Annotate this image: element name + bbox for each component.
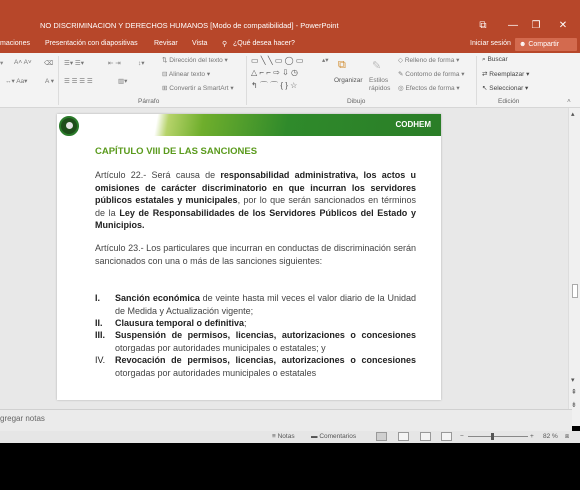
arrange-button[interactable]: Organizar bbox=[334, 77, 363, 84]
tab-slideshow[interactable]: Presentación con diapositivas bbox=[45, 40, 138, 47]
bullets-button[interactable]: ☰▾ ☰▾ bbox=[64, 60, 84, 67]
sanction-item: I. Sanción económica de veinte hasta mil veces el valor diario de la Unidad de Medida y Actualización vigente; bbox=[95, 293, 416, 316]
cursor-icon: ↖ bbox=[482, 85, 490, 92]
close-button[interactable]: ✕ bbox=[558, 20, 568, 31]
shapes-more-button[interactable]: ▴▾ bbox=[322, 57, 329, 64]
screen-border bbox=[0, 443, 580, 490]
article-23: Artículo 23.- Los particulares que incurran en conductas de discriminación serán sancionados con una o más de las sanciones siguientes: bbox=[95, 243, 416, 266]
clear-format-button[interactable]: ⌫ bbox=[44, 60, 54, 67]
font-size-box[interactable]: ▾ bbox=[0, 60, 4, 67]
paint-bucket-icon: ◇ bbox=[398, 57, 405, 64]
comment-icon: ▬ bbox=[311, 433, 320, 440]
notes-pane[interactable] bbox=[0, 409, 572, 431]
share-label: Compartir bbox=[528, 41, 560, 48]
shapes-gallery-row2[interactable]: △ ⌐ ⌐ ⇨ ⇩ ◷ bbox=[251, 68, 298, 77]
scroll-thumb[interactable] bbox=[572, 284, 578, 298]
quick-styles-icon: ✎ bbox=[372, 60, 382, 72]
lightbulb-icon: ⚲ bbox=[222, 41, 228, 48]
convert-smartart-button[interactable]: ⊞ Convertir a SmartArt ▾ bbox=[162, 85, 234, 92]
share-button[interactable] bbox=[515, 38, 577, 51]
sign-in-link[interactable]: Iniciar sesión bbox=[470, 40, 511, 47]
scroll-up-icon[interactable]: ▴ bbox=[571, 111, 575, 118]
find-button[interactable]: ⌕ Buscar bbox=[482, 56, 508, 63]
slide-brand: CODHEM bbox=[395, 120, 431, 129]
ribbon-display-icon[interactable]: ⧉ bbox=[479, 20, 487, 31]
zoom-slider[interactable] bbox=[468, 436, 528, 437]
notes-button[interactable]: ≡ Notas bbox=[272, 433, 295, 440]
normal-view-button[interactable] bbox=[376, 432, 387, 441]
shapes-gallery-row3[interactable]: ↰ ⌒ ⌒ { } ☆ bbox=[251, 81, 298, 90]
notes-placeholder: gregar notas bbox=[0, 414, 45, 423]
notes-icon: ≡ bbox=[272, 433, 278, 440]
next-slide-icon[interactable]: ⇟ bbox=[571, 402, 577, 409]
fit-slide-icon[interactable]: ⧈ bbox=[565, 433, 570, 440]
reading-view-button[interactable] bbox=[420, 432, 431, 441]
title-bar bbox=[0, 0, 580, 37]
smartart-icon: ⊞ bbox=[162, 85, 170, 92]
text-direction-button[interactable]: ⇅ Dirección del texto ▾ bbox=[162, 57, 228, 64]
ribbon-tabs bbox=[0, 37, 580, 53]
zoom-out-icon[interactable]: − bbox=[460, 433, 464, 440]
ribbon bbox=[0, 53, 580, 108]
paragraph-group-label: Párrafo bbox=[138, 98, 160, 105]
shape-effects-button[interactable]: ◎ Efectos de forma ▾ bbox=[398, 85, 460, 92]
char-spacing-button[interactable]: ↔▾ Aa▾ bbox=[5, 78, 28, 85]
replace-button[interactable]: ⇄ Reemplazar ▾ bbox=[482, 71, 530, 78]
grow-font-button[interactable]: A˄ A˅ bbox=[14, 59, 32, 66]
tab-review[interactable]: Revisar bbox=[154, 40, 178, 47]
sanction-item: II. Clausura temporal o definitiva; bbox=[95, 318, 247, 328]
editing-group-label: Edición bbox=[498, 98, 520, 105]
restore-button[interactable]: ❐ bbox=[531, 20, 541, 31]
font-color-button[interactable]: A ▾ bbox=[45, 78, 55, 85]
align-text-icon: ⊟ bbox=[162, 71, 169, 78]
slide[interactable] bbox=[57, 114, 441, 400]
shapes-gallery[interactable]: ▭ ╲ ╲ ▭ ◯ ▭ bbox=[251, 56, 304, 65]
separator bbox=[246, 56, 247, 105]
status-bar bbox=[0, 431, 580, 443]
shape-fill-button[interactable]: ◇ Relleno de forma ▾ bbox=[398, 57, 460, 64]
codhem-logo bbox=[59, 116, 79, 136]
zoom-slider-handle[interactable] bbox=[491, 433, 494, 440]
tab-view[interactable]: Vista bbox=[192, 40, 208, 47]
replace-icon: ⇄ bbox=[482, 71, 490, 78]
slideshow-button[interactable] bbox=[441, 432, 452, 441]
align-text-button[interactable]: ⊟ Alinear texto ▾ bbox=[162, 71, 211, 78]
text-direction-icon: ⇅ bbox=[162, 57, 170, 64]
zoom-level[interactable]: 82 % bbox=[543, 433, 558, 440]
select-button[interactable]: ↖ Seleccionar ▾ bbox=[482, 85, 529, 92]
drawing-group-label: Dibujo bbox=[347, 98, 366, 105]
vertical-scrollbar[interactable] bbox=[568, 108, 580, 426]
columns-button[interactable]: ▥▾ bbox=[118, 78, 128, 85]
separator bbox=[476, 56, 477, 105]
pen-icon: ✎ bbox=[398, 71, 406, 78]
zoom-in-icon[interactable]: + bbox=[530, 433, 534, 440]
tell-me-input[interactable]: ¿Qué desea hacer? bbox=[233, 40, 295, 47]
search-icon: ⌕ bbox=[482, 56, 488, 63]
slide-header-bar bbox=[57, 114, 441, 136]
window-title: NO DISCRIMINACION Y DERECHOS HUMANOS [Modo de compatibilidad] - PowerPoint bbox=[40, 21, 339, 30]
indent-buttons[interactable]: ⇤ ⇥ bbox=[108, 60, 121, 67]
line-spacing-button[interactable]: ↕▾ bbox=[138, 60, 145, 67]
tab-animations[interactable]: maciones bbox=[0, 40, 30, 47]
arrange-icon: ⧉ bbox=[338, 59, 346, 71]
person-icon: ☻ bbox=[519, 41, 529, 48]
minimize-button[interactable]: — bbox=[508, 20, 518, 31]
collapse-ribbon-icon[interactable]: ˄ bbox=[567, 98, 571, 105]
shape-outline-button[interactable]: ✎ Contorno de forma ▾ bbox=[398, 71, 465, 78]
slide-sorter-button[interactable] bbox=[398, 432, 409, 441]
sanction-item: III. Suspensión de permisos, licencias, autorizaciones o concesiones otorgadas por autoridades municipales o estatales; y bbox=[95, 330, 416, 353]
separator bbox=[58, 56, 59, 105]
article-22: Artículo 22.- Será causa de responsabilidad administrativa, los actos u omisiones de carácter discriminatorio en que incurran los servidores públicos estatales y municipales, por lo que serán sancionados en términos de la Ley de Responsabilidades de los Servidores Públicos del Estado y Municipios. bbox=[95, 170, 416, 230]
sanction-item: IV. Revocación de permisos, licencias, autorizaciones o concesiones otorgadas por autoridades municipales o estatales bbox=[95, 355, 416, 378]
quick-styles-button[interactable]: Estilos rápidos bbox=[369, 77, 391, 92]
comments-button[interactable]: ▬ Comentarios bbox=[311, 433, 357, 440]
effects-icon: ◎ bbox=[398, 85, 406, 92]
prev-slide-icon[interactable]: ⇞ bbox=[571, 389, 577, 396]
align-buttons[interactable]: ☰ ☰ ☰ ☰ bbox=[64, 78, 93, 85]
chapter-heading: CAPÍTULO VIII DE LAS SANCIONES bbox=[95, 146, 258, 157]
scroll-down-icon[interactable]: ▾ bbox=[571, 377, 575, 384]
